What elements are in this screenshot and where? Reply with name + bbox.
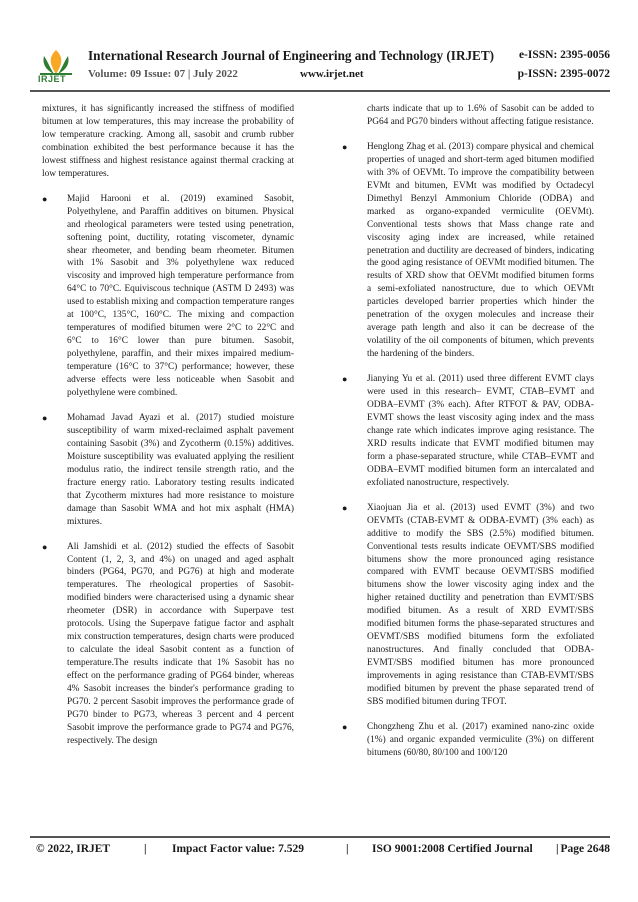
list-item-text: Xiaojuan Jia et al. (2013) used EVMT (3%) and two OEVMTs (CTAB-EVMT & ODBA-EVMT) (3% each) as additive to modify the SBS (2.5%) modified bitumen. Conventional tests results indicate OEVMT/SBS modified bitumens show the more pronounced aging resistance compared with EVMT because OEVMT/SBS modified bitumens show the lower viscosity aging index and the higher retained ductility and penetration than EVMT/SBS modified bitumen. As a result of XRD EVMT/SBS modified bitumen forms the phase-separated structures and OEVMT/SBS modified bitumens form the exfoliated nanostructures. And finally concluded that ODBA-EVMT/SBS modified bitumen has more pronounced improvements in aging resistance than CTAB-EVMT/SBS modified bitumen by prevent the phase separated trend of SBS modified bitumen during TFOT. [367,502,594,707]
bullet-icon: ● [42,412,48,423]
list-item [342,502,594,709]
footer-copyright: © 2022, IRJET [36,843,111,855]
logo-text: IRJET [38,74,67,84]
bullet-icon: ● [342,721,348,732]
list-item [342,373,594,490]
page-header [30,40,610,86]
list-item-text: Mohamad Javad Ayazi et al. (2017) studied moisture susceptibility of warm mixed-reclaimed asphalt pavement containing Sasobit (3%) and Zycotherm (0.15%) additives. Moisture susceptibility was evaluated applying the resilient modulus ratio, the indirect tensile strength ratio, and the fracture energy ratio. Laboratory testing results indicated that Zycotherm mixtures had more resistance to moisture damage than Sasobit WMA and hot mix asphalt (HMA) mixtures. [67,412,294,527]
list-item [342,141,594,361]
footer-impact-factor: Impact Factor value: 7.529 [172,843,305,855]
list-item-text: Majid Harooni et al. (2019) examined Sasobit, Polyethylene, and Paraffin additives on bitumen. Physical and rheological parameters were tested using penetration, softening point, ductility, rotating viscometer, dynamic shear rheometer, and bending beam rheometer. Bitumen with 1% Sasobit and 3% polyethylene wax reduced viscosity and improved high temperature performance from 64°C to 70°C. Equiviscous technique (ASTM D 2493) was used to establish mixing and compaction temperature ranges at 100°C, 135°C, 160°C. The mixing and compaction temperatures of modified bitumen were 2°C to 22°C and 6°C to 16°C lower than pure bitumen. Sasobit, polyethylene, paraffin, and their mixes impaired medium-temperature (16°C to 37°C) performance; however, these adverse effects were less noticeable when Sasobit and polyethylene were combined. [67,193,294,399]
bullet-icon: ● [342,141,348,152]
volume-issue: Volume: 09 Issue: 07 | July 2022 [88,68,238,80]
list-item-text: Chongzheng Zhu et al. (2017) examined nano-zinc oxide (1%) and organic expanded vermiculite (3%) on different bitumens (60/80, 80/100 and 100/120 [367,721,594,758]
header-divider [30,90,610,92]
right-column [342,103,594,760]
e-issn: e-ISSN: 2395-0056 [518,49,610,61]
bullet-icon: ● [42,541,48,552]
footer-iso: ISO 9001:2008 Certified Journal [372,843,533,855]
footer-separator: | [556,843,559,855]
list-item-text: Henglong Zhag et al. (2013) compare physical and chemical properties of unaged and short-term aged bitumen modified with 3% of OEVMt. To improve the compatibility between EVMt and bitumen, EVMt was modified by Octadecyl Dimethyl Benzyl Ammonium Chloride (ODBA) and marked as organo-expanded vermiculite (OEVMt). Conventional tests shows that Mass change rate and viscosity aging index are increased, while retained penetration and ductility are decreased of binders, indicating the good aging resistance of OEVMt modified bitumen. The results of XRD show that OEVMt modified bitumen forms a semi-exfoliated nanostructure, due to which OEVMt particles developed barrier properties which hinder the penetration of the oxygen molecules and increase their average path length and also it can be decrease of the volatility of the oil components of bitumen, which prevents the hardening of the binders. [367,141,594,360]
footer-separator: | [346,843,349,855]
left-intro-paragraph: mixtures, it has significantly increased the stiffness of modified bitumen at low temperatures, this may increase the probability of low temperature cracking. Among all, sasobit and crumb rubber combination exhibited the best performance because it has the lowest stiffness and highest resistance against thermal cracking at low temperatures. [42,104,294,179]
list-item [342,721,594,760]
bullet-icon: ● [342,374,348,385]
footer-separator: | [144,843,147,855]
bullet-icon: ● [342,502,348,513]
p-issn: p-ISSN: 2395-0072 [517,68,610,80]
footer-divider [30,836,610,838]
journal-title: International Research Journal of Engineering and Technology (IRJET) [88,48,495,63]
list-item-text: Ali Jamshidi et al. (2012) studied the effects of Sasobit Content (1, 2, 3, and 4%) on unaged and aged asphalt binders (PG64, PG70, and PG76) at high and moderate temperatures. The rheological properties of Sasobit-modified binders were characterised using a dynamic shear rheometer (DSR) in accordance with Superpave test protocols. Using the Superpave fatigue factor and asphalt mix construction temperatures, design charts were produced to calculate the ideal Sasobit content as a function of temperature.The results indicate that 1% Sasobit has no effect on the performance grading of PG64 binder, whereas 4% Sasobit increases the binder's performance grading to PG70. 2 percent Sasobit improves the performance grade of PG70 binder to PG73, whereas 3 percent and 4 percent Sasobit improve the performance grade to PG74 and PG76, respectively. The design [67,541,294,746]
bullet-icon: ● [42,193,48,204]
right-intro-paragraph: charts indicate that up to 1.6% of Sasobit can be added to PG64 and PG70 binders without affecting fatigue resistance. [367,104,594,127]
left-column [42,103,294,748]
list-item [42,412,294,529]
footer-page-number: Page 2648 [560,843,610,855]
list-item [42,541,294,748]
journal-website-link[interactable]: www.irjet.net [300,68,364,80]
list-item-text: Jianying Yu et al. (2011) used three different EVMT clays were used in this research– EVMT, CTAB–EVMT and ODBA–EVMT (3% each). After RTFOT & PAV, ODBA-EVMT shows the least viscosity aging index and the mass change rate which indicates improve aging resistance. The XRD results indicate that EVMT modified bitumen may form a phase-separated structure, while CTAB–EVMT and ODBA–EVMT modified bitumen form an intercalated and exfoliated nanostructure, respectively. [367,374,594,488]
list-item [42,193,294,400]
